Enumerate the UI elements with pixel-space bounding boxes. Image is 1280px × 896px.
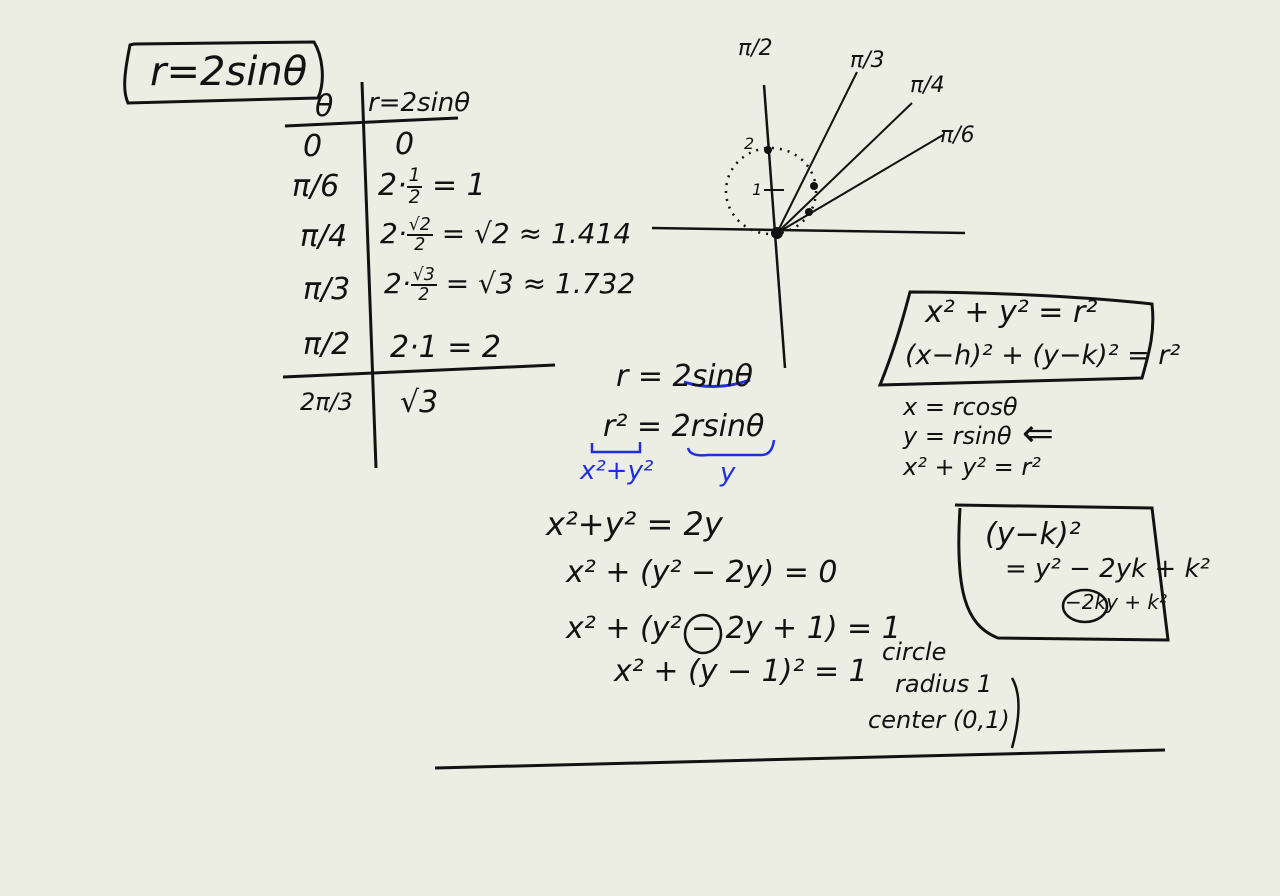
- tick-label-2: 2: [744, 134, 755, 153]
- table-row-2-r-den: 2: [414, 235, 426, 256]
- center-paren: [1012, 678, 1019, 748]
- table-row-1-r-suffix: = 1: [422, 168, 486, 204]
- table-row-4-theta: π/2: [303, 327, 351, 362]
- tick-label-1: 1: [752, 180, 763, 199]
- table-row-3-r-suffix: = √3 ≈ 1.732: [436, 267, 636, 301]
- table-row-1-r: [378, 166, 486, 207]
- conversion-r: x² + y² = r²: [903, 453, 1041, 481]
- derivation-line-1: r = 2sinθ: [616, 359, 753, 394]
- ray-pi-over-4: [777, 103, 912, 233]
- expand-line-3: −2ky + k²: [1065, 590, 1167, 614]
- graph-x-axis: [652, 228, 965, 233]
- derivation-line-4: x² + (y² − 2y) = 0: [566, 555, 838, 590]
- table-row-3-theta: π/3: [303, 272, 351, 307]
- circle-eq-2: (x−h)² + (y−k)² = r²: [905, 340, 1181, 371]
- table-row-1-r-prefix: 2·: [378, 168, 407, 204]
- table-row-2-r-prefix: 2·: [380, 217, 407, 251]
- table-header-rule: [285, 118, 458, 126]
- table-row-1-r-den: 2: [408, 186, 421, 208]
- table-row-2-r-num: √2: [408, 215, 431, 235]
- table-row-2-r: [380, 216, 631, 254]
- conclusion-center: center (0,1): [868, 706, 1010, 734]
- table-row-1-r-num: 1: [408, 165, 421, 186]
- conclusion-shape: circle: [882, 638, 947, 666]
- table-row-2-theta: π/4: [300, 219, 348, 254]
- bottom-rule: [435, 750, 1165, 768]
- derivation-line-6: x² + (y − 1)² = 1: [614, 654, 868, 689]
- table-row-4-r: 2·1 = 2: [390, 330, 502, 365]
- circle-eq-1: x² + y² = r²: [925, 295, 1098, 330]
- derivation-line-2: r² = 2rsinθ: [603, 409, 765, 444]
- brace-left-label: x²+y²: [580, 456, 654, 486]
- table-row-0-r: 0: [395, 127, 415, 162]
- table-row-3-r-num: √3: [412, 265, 435, 285]
- table-row-5-r: √3: [400, 385, 439, 420]
- brace-right-label: y: [720, 458, 736, 488]
- derivation-line-3: x²+y² = 2y: [546, 505, 723, 543]
- arrow-icon: ⇐: [1022, 411, 1054, 455]
- label-pi-over-4: π/4: [910, 73, 945, 98]
- conversion-x: x = rcosθ: [903, 393, 1018, 421]
- point-origin: [771, 227, 783, 239]
- table-row-3-r-prefix: 2·: [384, 267, 411, 301]
- table-r-header: r=2sinθ: [368, 88, 471, 118]
- conversion-y: y = rsinθ: [903, 422, 1012, 450]
- table-theta-header: θ: [315, 89, 334, 124]
- table-row-5-theta: 2π/3: [300, 388, 354, 416]
- label-pi-over-3: π/3: [850, 48, 885, 73]
- point-pi-over-4: [805, 208, 813, 216]
- expand-line-1: (y−k)²: [985, 517, 1081, 552]
- title-equation: r=2sinθ: [150, 49, 308, 95]
- table-row-0-theta: 0: [303, 129, 323, 164]
- derivation-line-5: x² + (y² − 2y + 1) = 1: [566, 611, 901, 646]
- table-row-1-theta: π/6: [292, 169, 340, 204]
- point-pi-over-2: [764, 146, 772, 154]
- label-pi-over-6: π/6: [940, 123, 975, 148]
- graph-y-axis: [764, 85, 785, 368]
- table-column-divider: [362, 82, 376, 468]
- point-pi-over-3: [810, 182, 818, 190]
- table-row-3-r-den: 2: [418, 285, 430, 306]
- conclusion-radius: radius 1: [895, 670, 993, 698]
- label-pi-over-2: π/2: [738, 36, 773, 61]
- table-lower-rule: [283, 365, 555, 377]
- table-row-3-r: [384, 266, 635, 304]
- table-row-2-r-suffix: = √2 ≈ 1.414: [432, 217, 632, 251]
- expand-line-2: = y² − 2yk + k²: [1005, 554, 1210, 584]
